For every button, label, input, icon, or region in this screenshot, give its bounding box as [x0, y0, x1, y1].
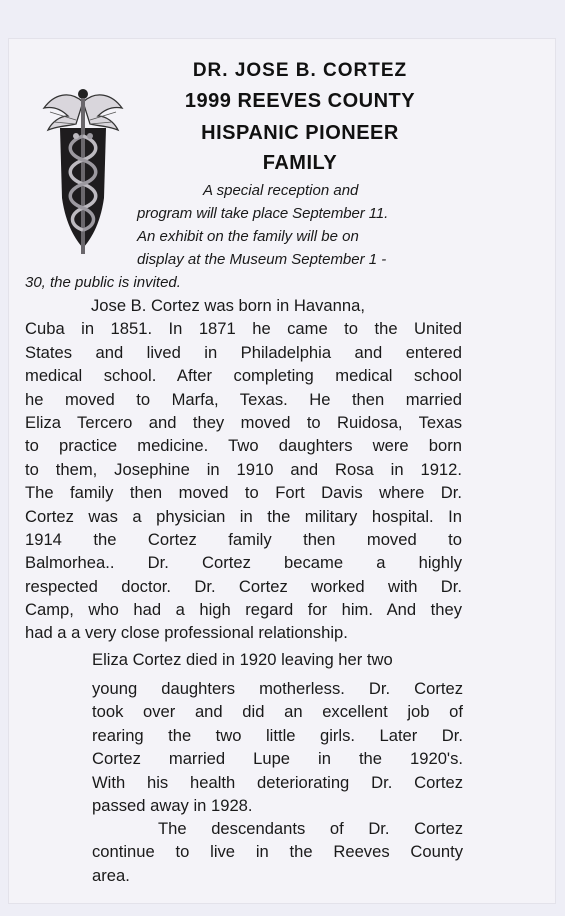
- body2-line: With his health deteriorating Dr. Cortez: [92, 772, 463, 792]
- heading-line-3: HISPANIC PIONEER: [201, 122, 399, 144]
- body2-line: took over and did an excellent job of: [92, 702, 463, 722]
- caduceus-icon: [40, 80, 126, 256]
- body-line: The family then moved to Fort Davis where Dr.: [25, 483, 462, 503]
- second-paragraph: [92, 677, 463, 817]
- body-line: Eliza Tercero and they moved to Ruidosa, Texas: [25, 412, 462, 432]
- third-paragraph: [92, 817, 463, 887]
- second-paragraph-first-line: [92, 648, 463, 671]
- body3-line: area.: [92, 865, 130, 885]
- body-line: to practice medicine. Two daughters were born: [25, 436, 462, 456]
- body-line: he moved to Marfa, Texas. He then married: [25, 389, 462, 409]
- body-paragraph: [25, 294, 462, 645]
- body-line: medical school. After completing medical school: [25, 366, 462, 386]
- body2-line: young daughters motherless. Dr. Cortez: [92, 679, 463, 698]
- body2-line: Eliza Cortez died in 1920 leaving her two: [92, 650, 393, 669]
- body3-line: continue to live in the Reeves County: [92, 842, 463, 862]
- body2-line: Cortez married Lupe in the 1920's.: [92, 749, 463, 769]
- body-line: Balmorhea.. Dr. Cortez became a highly: [25, 553, 462, 573]
- heading-line-1: DR. JOSE B. CORTEZ: [192, 60, 408, 81]
- body-line: 1914 the Cortez family then moved to: [25, 529, 462, 549]
- body-line: Jose B. Cortez was born in Havanna,: [91, 296, 365, 315]
- body2-line: passed away in 1928.: [92, 795, 253, 815]
- body-line: respected doctor. Dr. Cortez worked with Dr.: [25, 576, 462, 596]
- body-line: States and lived in Philadelphia and entered: [25, 342, 462, 362]
- heading-line-2: 1999 REEVES COUNTY: [184, 90, 416, 112]
- heading-line-4: FAMILY: [262, 152, 338, 174]
- body-line: to them, Josephine in 1910 and Rosa in 1912.: [25, 459, 462, 479]
- intro-line-2: program will take place September 11.: [137, 205, 389, 222]
- body-line: Cortez was a physician in the military hospital. In: [25, 506, 462, 526]
- intro-line-4: display at the Museum September 1 -: [137, 251, 387, 268]
- body3-line: The descendants of Dr. Cortez: [158, 819, 463, 838]
- body-line: had a a very close professional relationship.: [25, 623, 348, 643]
- body-line: Cuba in 1851. In 1871 he came to the United: [25, 319, 462, 339]
- intro-line-5: 30, the public is invited.: [25, 274, 181, 291]
- body-line: Camp, who had a high regard for him. And they: [25, 600, 462, 620]
- body2-line: rearing the two little girls. Later Dr.: [92, 725, 463, 745]
- intro-line-1: A special reception and: [203, 182, 359, 199]
- intro-line-3: An exhibit on the family will be on: [137, 228, 359, 245]
